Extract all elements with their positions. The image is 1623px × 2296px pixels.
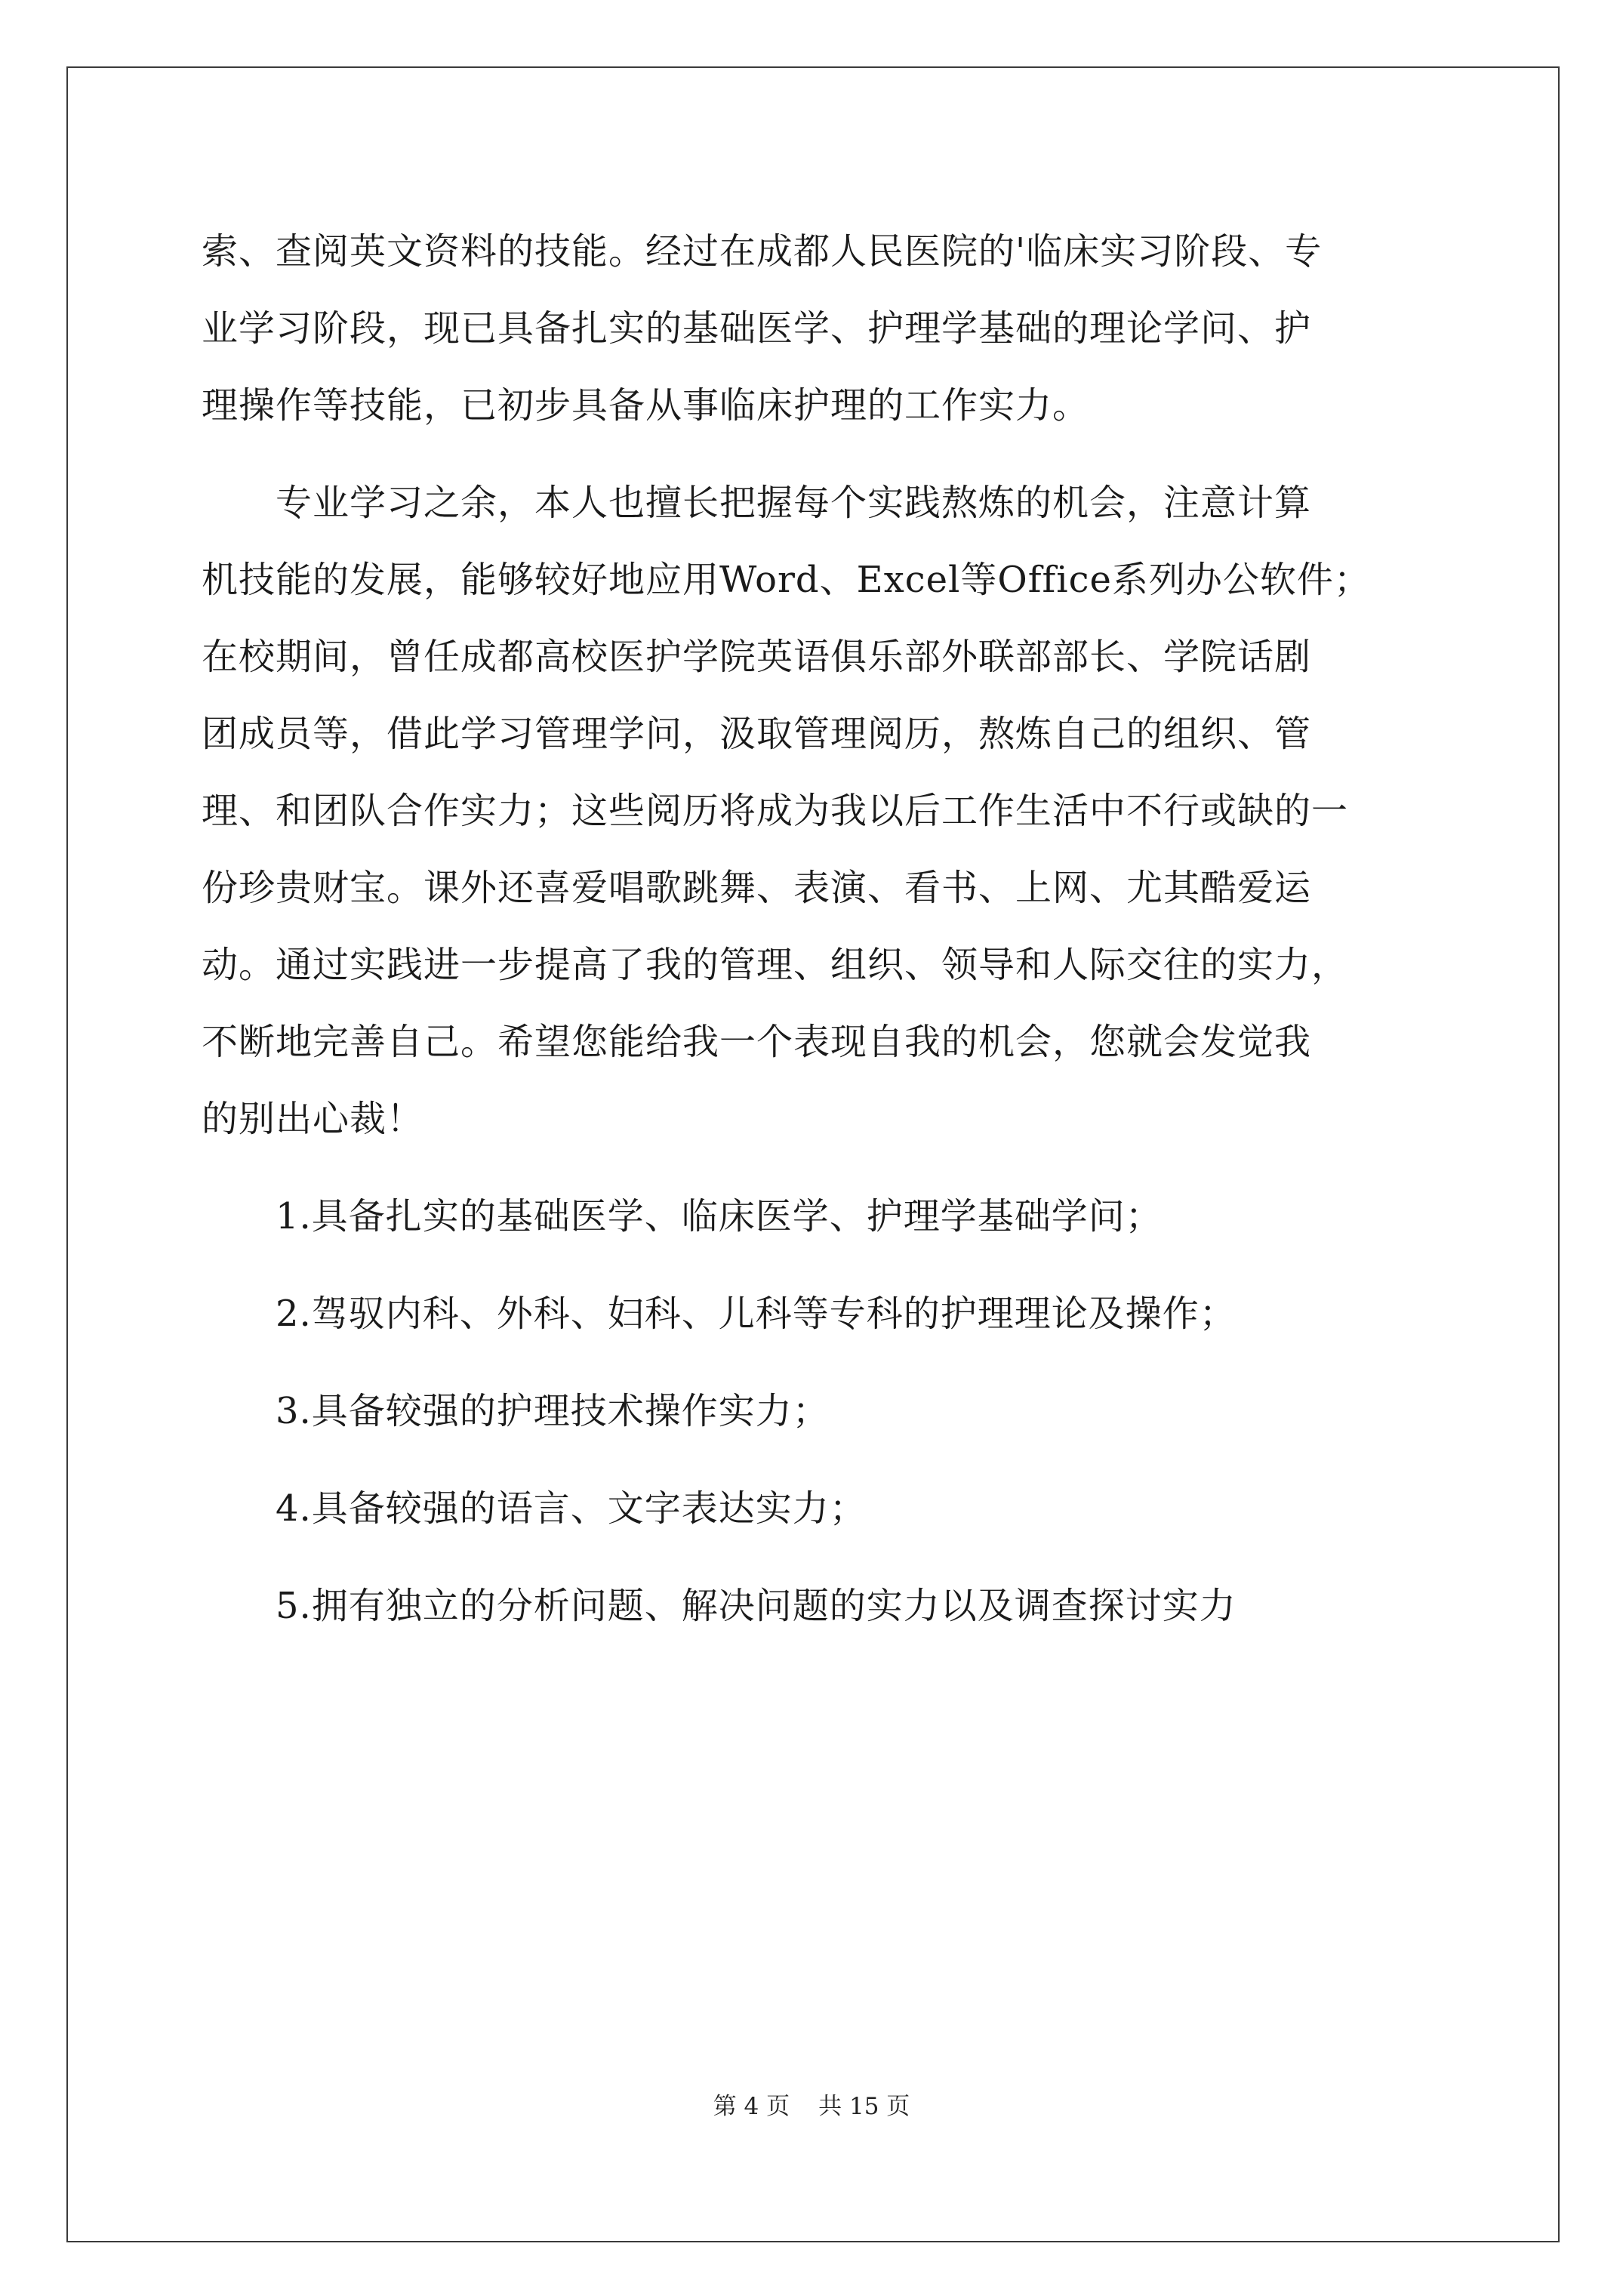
text-line: 理、和团队合作实力；这些阅历将成为我以后工作生活中不行或缺的一 bbox=[202, 790, 1349, 832]
text-line: 份珍贵财宝。课外还喜爱唱歌跳舞、表演、看书、上网、尤其酷爱运 bbox=[202, 867, 1312, 909]
text-line: 专业学习之余，本人也擅长把握每个实践熬炼的机会，注意计算 bbox=[276, 482, 1312, 524]
text-line: 团成员等，借此学习管理学问，汲取管理阅历，熬炼自己的组织、管 bbox=[202, 713, 1312, 755]
text-line: 在校期间，曾任成都高校医护学院英语俱乐部外联部部长、学院话剧 bbox=[202, 636, 1312, 678]
document-body bbox=[202, 213, 1424, 1644]
page-footer bbox=[0, 2091, 1623, 2122]
paragraph-2 bbox=[202, 464, 1424, 1157]
paragraph-1 bbox=[202, 213, 1424, 444]
text-line: 业学习阶段，现已具备扎实的基础医学、护理学基础的理论学问、护 bbox=[202, 307, 1312, 350]
text-line: 不断地完善自己。希望您能给我一个表现自我的机会，您就会发觉我 bbox=[202, 1021, 1312, 1063]
text-line: 理操作等技能，已初步具备从事临床护理的工作实力。 bbox=[202, 384, 1090, 427]
list-item-1: 1.具备扎实的基础医学、临床医学、护理学基础学问； bbox=[276, 1195, 1163, 1237]
list-item-2: 2.驾驭内科、外科、妇科、儿科等专科的护理理论及操作； bbox=[276, 1293, 1236, 1335]
list-item-5: 5.拥有独立的分析问题、解决问题的实力以及调查探讨实力 bbox=[276, 1585, 1236, 1627]
list-item-4: 4.具备较强的语言、文字表达实力； bbox=[276, 1487, 867, 1530]
page-number: 第 4 页 bbox=[713, 2093, 790, 2120]
text-line: 动。通过实践进一步提高了我的管理、组织、领导和人际交往的实力， bbox=[202, 944, 1349, 986]
text-line: 机技能的发展，能够较好地应用Word、Excel等Office系列办公软件； bbox=[202, 559, 1371, 601]
text-line: 索、查阅英文资料的技能。经过在成都人民医院的'临床实习阶段、专 bbox=[202, 230, 1323, 273]
page-total: 共 15 页 bbox=[818, 2093, 910, 2120]
list-item-3: 3.具备较强的护理技术操作实力； bbox=[276, 1390, 830, 1432]
text-line: 的别出心裁！ bbox=[202, 1098, 424, 1140]
